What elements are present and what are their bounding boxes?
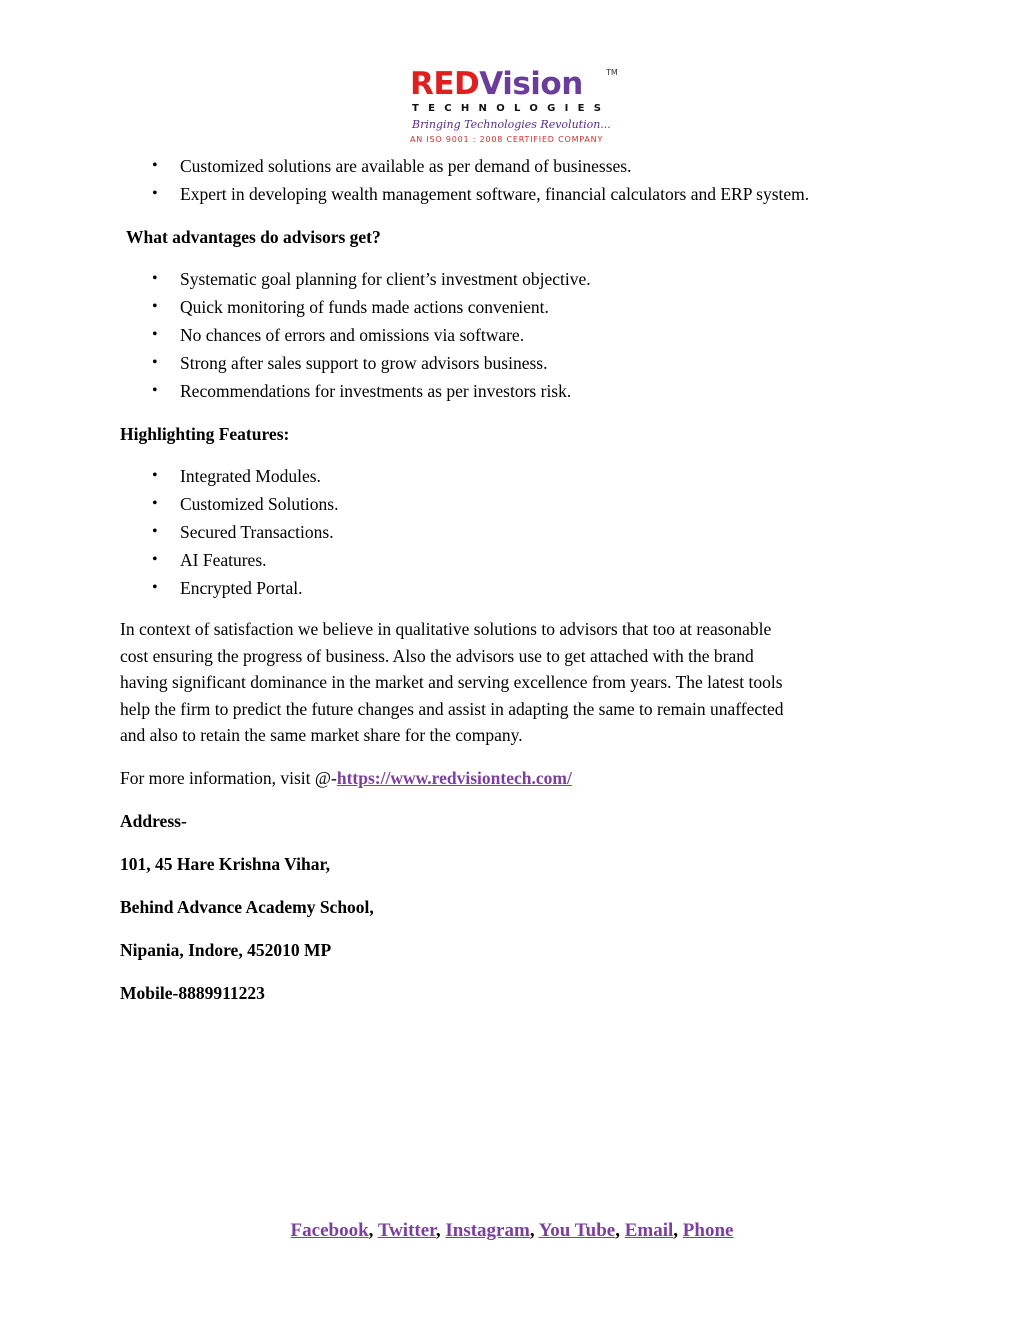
- separator: ,: [435, 1220, 446, 1241]
- paragraph-line: In context of satisfaction we believe in qualitative solutions to advisors that too at reasonable: [120, 619, 772, 639]
- youtube-link[interactable]: You Tube: [538, 1220, 616, 1241]
- list-item: • Secured Transactions.: [120, 518, 910, 546]
- list-item: • Encrypted Portal.: [120, 574, 910, 602]
- social-links: [0, 1216, 1024, 1246]
- list-item: • No chances of errors and omissions via software.: [120, 321, 910, 349]
- list-item: • Recommendations for investments as per investors risk.: [120, 377, 910, 405]
- facebook-link[interactable]: Facebook: [290, 1220, 369, 1241]
- mobile-number: Mobile-8889911223: [120, 982, 265, 1003]
- list-item: • Integrated Modules.: [120, 462, 910, 490]
- logo-iso-certification: AN ISO 9001 : 2008 CERTIFIED COMPANY: [410, 135, 604, 144]
- separator: ,: [368, 1220, 378, 1241]
- website-link[interactable]: https://www.redvisiontech.com/: [336, 767, 572, 788]
- separator: ,: [529, 1220, 539, 1241]
- list-item: • Customized solutions are available as per demand of businesses.: [120, 152, 910, 180]
- separator: ,: [615, 1220, 625, 1241]
- paragraph-line: having significant dominance in the market and serving excellence from years. The latest tools: [120, 672, 783, 693]
- features-heading: Highlighting Features:: [120, 424, 290, 444]
- address-label: Address-: [120, 810, 187, 831]
- company-logo: [410, 66, 620, 150]
- document-body: [120, 152, 910, 1007]
- logo-wordmark: REDVision: [410, 66, 583, 102]
- list-item: • AI Features.: [120, 546, 910, 574]
- paragraph-line: and also to retain the same market share for the company.: [120, 725, 523, 746]
- satisfaction-paragraph: [120, 616, 910, 749]
- advantages-heading: What advantages do advisors get?: [126, 227, 381, 247]
- paragraph-line: help the firm to predict the future changes and assist in adapting the same to remain unaffected: [120, 698, 784, 719]
- instagram-link[interactable]: Instagram: [445, 1220, 530, 1241]
- logo-technologies: TECHNOLOGIES: [412, 103, 611, 114]
- address-line-1: 101, 45 Hare Krishna Vihar,: [120, 853, 331, 874]
- paragraph-line: cost ensuring the progress of business. Also the advisors use to get attached with the brand: [120, 645, 754, 666]
- phone-link[interactable]: Phone: [682, 1220, 734, 1241]
- list-item: • Expert in developing wealth management software, financial calculators and ERP system.: [120, 180, 910, 208]
- separator: ,: [673, 1220, 683, 1241]
- intro-bullet-list: [120, 152, 910, 208]
- list-item: • Strong after sales support to grow advisors business.: [120, 349, 910, 377]
- list-item: • Customized Solutions.: [120, 490, 910, 518]
- twitter-link[interactable]: Twitter: [377, 1220, 436, 1241]
- list-item: • Systematic goal planning for client’s investment objective.: [120, 265, 910, 293]
- more-info-line: [120, 764, 910, 792]
- logo-tagline: Bringing Technologies Revolution...: [412, 118, 611, 131]
- advantages-list: [120, 265, 910, 405]
- more-info-prefix: For more information, visit @-: [120, 767, 337, 788]
- address-line-2: Behind Advance Academy School,: [120, 896, 374, 917]
- features-list: [120, 462, 910, 602]
- list-item: • Quick monitoring of funds made actions convenient.: [120, 293, 910, 321]
- address-line-3: Nipania, Indore, 452010 MP: [120, 939, 332, 960]
- email-link[interactable]: Email: [624, 1220, 674, 1241]
- logo-trademark: TM: [606, 68, 618, 77]
